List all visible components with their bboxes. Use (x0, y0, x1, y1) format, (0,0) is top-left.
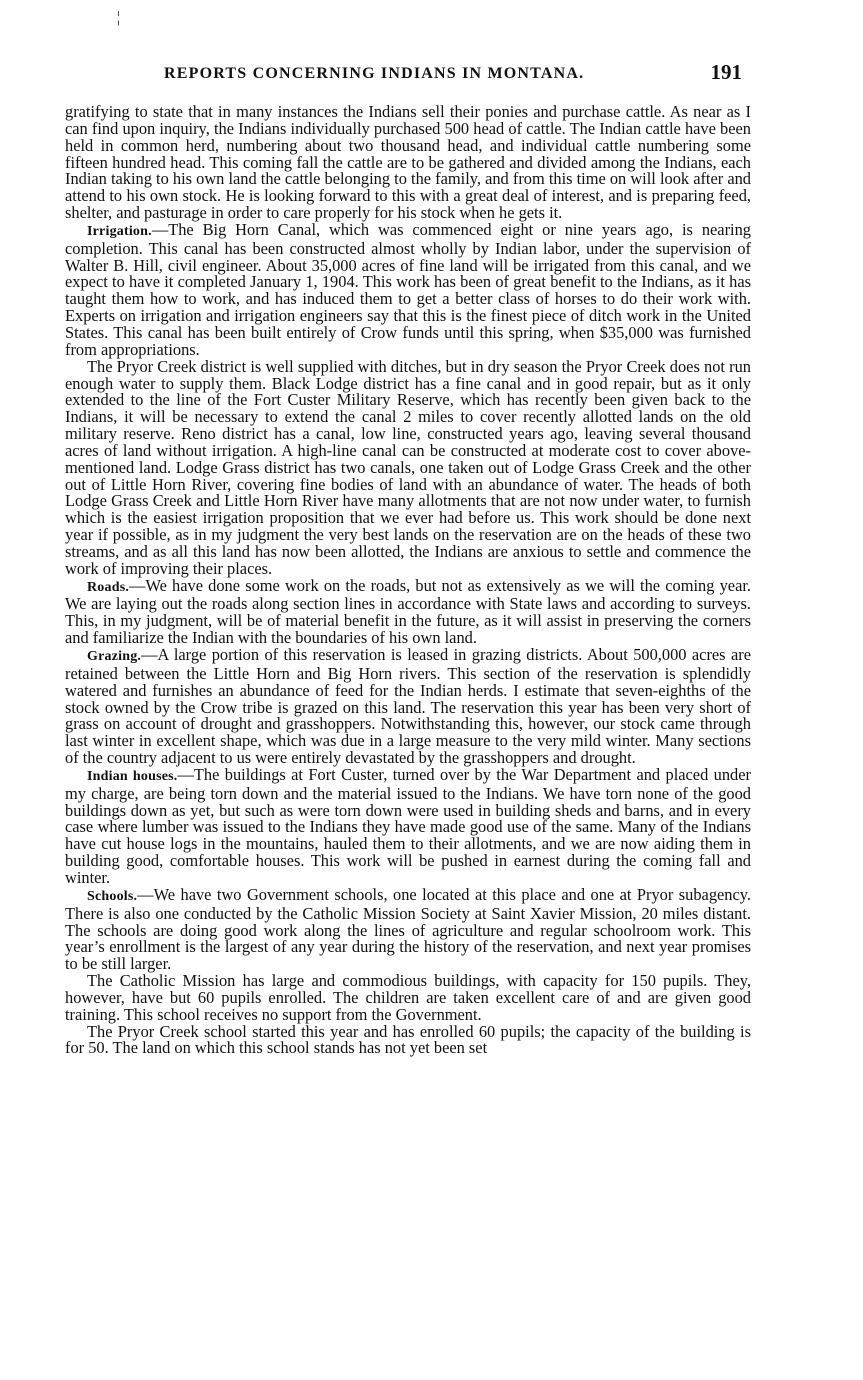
paragraph-schools (65, 884, 751, 974)
paragraph-roads (65, 575, 751, 648)
section-heading-schools: Schools. (87, 888, 138, 904)
paragraph-text: —The Big Horn Canal, which was commenced eight or nine years ago, is nearing completion. This canal has been constructed almost wholly by Indian labor, under the supervision of Walter B. Hill, civil engineer. About 35,000 acres of fine land will be irrigated from this canal, and we expect to have it completed January 1, 1904. This work has been of great benefit to the Indians, as it has taught them how to work, and has induced them to get a better class of horses to do their work with. Experts on irrigation and irrigation engineers say that this is the finest piece of ditch work in the United States. This canal has been built entirely of Crow funds until this spring, when $35,000 was furnished from appropriations. (65, 219, 751, 359)
paragraph-text: gratifying to state that in many instances the Indians sell their ponies and purchase cattle. As near as I can find upon inquiry, the Indians individually purchased 500 head of cattle. The Indian cattle have been held in common herd, numbering about two thousand head, and individual cattle numbering some fifteen hundred head. This coming fall the cattle are to be gathered and divided among the Indians, each Indian taking to his own land the cattle belonging to the family, and from this time on will look after and attend to his own stock. He is looking forward to this with a great deal of interest, and is preparing feed, shelter, and pasturage in order to care properly for his stock when he gets it. (65, 102, 751, 223)
page-body (65, 104, 751, 1057)
paragraph-irrigation (65, 219, 751, 359)
page-header (60, 62, 750, 92)
section-heading-irrigation: Irrigation. (87, 223, 152, 239)
paragraph-text: —The buildings at Fort Custer, turned over by the War Department and placed under my charge, are being torn down and the material issued to the Indians. We have torn none of the good buildings down as yet, but such as were torn down were used in building sheds and barns, and in every case where lumber was issued to the Indians they have made good use of the same. Many of the Indians have cut house logs in the mountains, hauled them to their allotments, and we are now aiding them in building good, comfortable houses. This work will be pushed in earnest during the coming fall and winter. (65, 764, 751, 887)
paragraph-text: —We have two Government schools, one located at this place and one at Pryor subagency. There is also one conducted by the Catholic Mission Society at Saint Xavier Mission, 20 miles distant. The schools are doing good work along the lines of agriculture and regular schoolroom work. This year’s enrollment is the largest of any year during the history of the reservation, and next year promises to be still larger. (65, 884, 751, 974)
paragraph-grazing (65, 647, 751, 767)
paragraph-text: —We have done some work on the roads, but not as extensively as we will the coming year. We are laying out the roads along section lines in accordance with State laws and according to surveys. This, in my judgment, will be of material benefit in the future, as it will assist in preserving the corners and familiarize the Indian with the boundaries of his own land. (65, 575, 751, 648)
running-title: REPORTS CONCERNING INDIANS IN MONTANA. (164, 65, 585, 82)
section-heading-grazing: Grazing. (87, 649, 142, 664)
paragraph-pryor-creek-district (65, 356, 751, 578)
margin-mark: ¦ (117, 9, 121, 26)
paragraph-text: The Pryor Creek school started this year and has enrolled 60 pupils; the capacity of the building is for 50. The land on which this school stands has not yet been set (65, 1021, 751, 1058)
paragraph-pryor-creek-school (65, 1021, 751, 1058)
section-heading-indian-houses: Indian houses. (87, 768, 178, 784)
paragraph-cattle (65, 104, 751, 222)
paragraph-text: The Pryor Creek district is well supplied with ditches, but in dry season the Pryor Creek does not run enough water to supply them. Black Lodge district has a fine canal and in good repair, but as it only extended to the line of the Fort Custer Military Reserve, which has recently been given back to the Indians, it will be necessary to extend the canal 2 miles to cover recently allotted lands on the old military reserve. Reno district has a canal, low line, constructed years ago, leaving several thousand acres of land without irrigation. A high-line canal can be constructed at moderate cost to cover above-mentioned land. Lodge Grass district has two canals, one taken out of Lodge Grass Creek and the other out of Little Horn River, covering fine bodies of land with an abundance of water. The heads of both Lodge Grass Creek and Little Horn River have many allotments that are not now under water, to furnish which is the easiest irrigation proposition that we ever had before us. This work should be done next year if possible, as in my judgment the very best lands on the reservation are on the heads of these two streams, and as all this land has now been allotted, the Indians are anxious to settle and commence the work of improving their places. (65, 356, 751, 578)
paragraph-text: —A large portion of this reservation is leased in grazing districts. About 500,000 acres are retained between the Little Horn and Big Horn rivers. This section of the reservation is splendidly watered and furnishes an abundance of feed for the Indian herds. I estimate that seven-eighths of the stock owned by the Crow tribe is grazed on this land. The reservation this year has been very short of grass on account of drought and grasshoppers. Notwithstanding this, however, our stock came through last winter in excellent shape, which was due in a large measure to the very mild winter. Many sections of the country adjacent to us were entirely devastated by the grasshoppers and drought. (65, 645, 751, 768)
section-heading-roads: Roads. (87, 579, 130, 595)
page-number: 191 (710, 60, 742, 84)
paragraph-indian-houses (65, 764, 751, 887)
paragraph-text: The Catholic Mission has large and commodious buildings, with capacity for 150 pupils. They, however, have but 60 pupils enrolled. The children are taken excellent care of and are given good training. This school receives no support from the Government. (65, 971, 751, 1024)
paragraph-catholic-mission (65, 973, 751, 1024)
